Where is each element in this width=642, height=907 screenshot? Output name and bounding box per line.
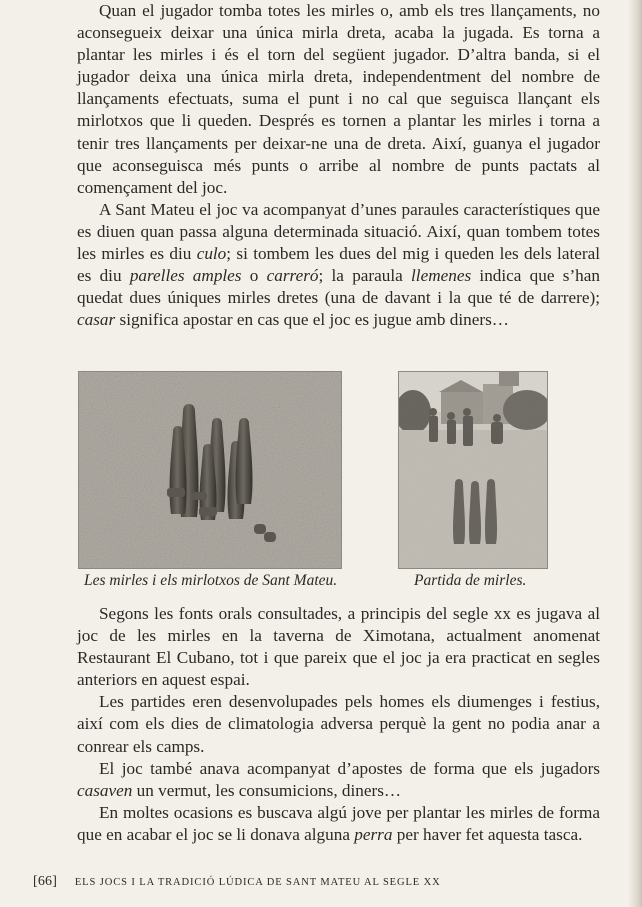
term-culo: culo: [196, 244, 227, 264]
paragraph-helper: [77, 802, 600, 846]
paragraph-game-rules: Quan el jugador tomba totes les mirles o, amb els tres llançaments, no aconsegueix deixar una única mirla dreta, acaba la jugada. Es torna a plantar les mirles i és el torn del següent jugador. D’altra banda, si el jugador deixa una única mirla dreta, independentment del nombre de llançaments efectuats, suma el punt i no cal que seguisca llançant els mirlotxos que li queden. Després es tornen a plantar les mirles i torna a tenir tres llançaments per deixar-ne una de dreta. Així, guanya el jugador que aconseguisca més punts o arribe al nombre de punts pactats al començament del joc.: [77, 1, 600, 197]
paragraph-vocabulary: [77, 199, 600, 332]
term-casaven: casaven: [77, 780, 133, 800]
photo-match-image: [399, 372, 547, 568]
text-run: significa apostar en cas que el joc es jugue amb diners…: [115, 310, 509, 330]
term-parelles-amples: parelles amples: [129, 266, 242, 286]
photo-mirles-and-mirlotxos: [78, 371, 342, 569]
text-run: o: [241, 266, 267, 286]
term-llemenes: llemenes: [411, 266, 472, 286]
text-run: ; la paraula: [318, 266, 412, 286]
paragraph-players: Les partides eren desenvolupades pels homes els diumenges i festius, així com els dies de climatologia adversa perquè la gent no podia anar a conrear els camps.: [77, 692, 600, 756]
photo-game-match: [398, 371, 548, 569]
page-footer: [33, 874, 441, 890]
figure-caption-right: Partida de mirles.: [414, 572, 527, 589]
term-perra: perra: [354, 824, 393, 844]
paragraph-bets: [77, 758, 600, 802]
text-run: El joc també anava acompanyat d’apostes de forma que els jugadors: [99, 758, 600, 778]
text-block-bottom: [77, 603, 600, 846]
page-edge-shadow: [628, 0, 642, 907]
text-block-top: [77, 0, 600, 331]
text-run: En moltes ocasions es buscava algú jove per plantar les mirles de forma que en acabar el joc se li donava alguna: [77, 802, 600, 844]
text-run: ; si tombem les dues del mig i queden les dels lateral es diu: [77, 244, 600, 286]
photo-pins-image: [79, 372, 341, 568]
page-number: [66]: [33, 874, 58, 889]
text-run: un vermut, les consumicions, diners…: [132, 780, 402, 800]
running-head: ELS JOCS I LA TRADICIÓ LÚDICA DE SANT MATEU AL SEGLE XX: [74, 877, 441, 888]
text-run: per haver fet aquesta tasca.: [392, 824, 583, 844]
text-run: A Sant Mateu el joc va acompanyat d’unes paraules característiques que es diuen quan passa alguna determinada situació. Així, quan tombem totes les mirles es diu: [77, 199, 600, 264]
term-casar: casar: [77, 310, 116, 330]
text-run: indica que s’han quedat dues úniques mirles dretes (una de davant i la que té de darrere);: [77, 266, 600, 308]
paragraph-history: Segons les fonts orals consultades, a principis del segle xx es jugava al joc de les mirles en la taverna de Ximotana, actualment anomenat Restaurant El Cubano, tot i que pareix que el joc ja era practicat en segles anteriors en aquest espai.: [77, 604, 600, 690]
figure-caption-left: Les mirles i els mirlotxos de Sant Mateu.: [84, 572, 338, 589]
term-carrero: carreró: [266, 266, 319, 286]
